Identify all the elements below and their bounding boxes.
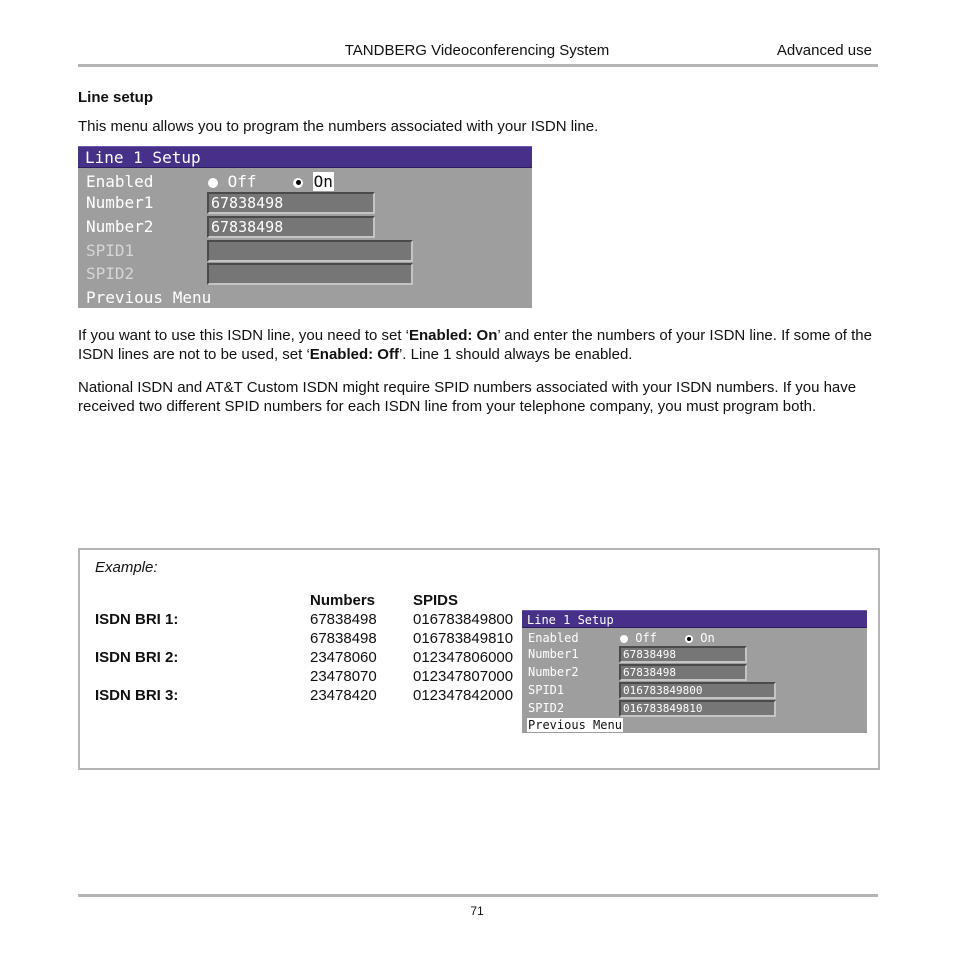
number2-label: Number2 bbox=[528, 665, 579, 679]
number2-field[interactable]: 67838498 bbox=[619, 664, 747, 681]
spids-header: SPIDS bbox=[413, 592, 459, 609]
header-divider bbox=[78, 64, 878, 67]
number1-field[interactable]: 67838498 bbox=[619, 646, 747, 663]
number2-field[interactable]: 67838498 bbox=[207, 216, 375, 238]
row-number: 67838498 bbox=[310, 611, 377, 628]
enabled-on-option[interactable] bbox=[293, 172, 334, 191]
number1-field[interactable]: 67838498 bbox=[207, 192, 375, 214]
enabled-on-option[interactable] bbox=[685, 631, 715, 645]
row-line-label: ISDN BRI 2: bbox=[95, 649, 179, 666]
radio-off-icon bbox=[208, 178, 218, 188]
bold-run: Enabled: On bbox=[409, 327, 498, 344]
enabled-off-option[interactable] bbox=[620, 631, 657, 645]
example-line-setup-menu bbox=[522, 610, 867, 733]
section-name: Advanced use bbox=[776, 42, 872, 59]
on-label: On bbox=[700, 631, 715, 645]
radio-on-selected-icon bbox=[685, 635, 693, 643]
menu-title: Line 1 Setup bbox=[78, 146, 532, 168]
previous-menu-item[interactable]: Previous Menu bbox=[86, 288, 212, 307]
section-title: Line setup bbox=[78, 89, 154, 106]
row-spid: 012347806000 bbox=[413, 649, 514, 666]
intro-paragraph: This menu allows you to program the numbers associated with your ISDN line. bbox=[78, 118, 599, 135]
number2-label: Number2 bbox=[86, 217, 154, 236]
menu-title: Line 1 Setup bbox=[522, 610, 867, 628]
enabled-label: Enabled bbox=[528, 631, 579, 645]
on-label: On bbox=[313, 172, 333, 191]
spid-paragraph: National ISDN and AT&T Custom ISDN might require SPID numbers associated with your ISDN numbers. If you have received two different SPID numbers for each ISDN line from your telephone company, you must program both. bbox=[78, 379, 857, 415]
line-setup-menu bbox=[78, 146, 532, 308]
spid1-field[interactable]: 016783849800 bbox=[619, 682, 776, 699]
off-label: Off bbox=[227, 172, 257, 191]
text-run: If you want to use this ISDN line, you need to set ‘ bbox=[78, 327, 410, 344]
bold-run: Enabled: Off bbox=[309, 346, 399, 363]
numbers-header: Numbers bbox=[310, 592, 376, 609]
row-number: 23478070 bbox=[310, 668, 377, 685]
row-spid: 016783849810 bbox=[413, 630, 514, 647]
number1-label: Number1 bbox=[86, 193, 154, 212]
example-label: Example: bbox=[95, 559, 158, 576]
spid2-label: SPID2 bbox=[86, 264, 135, 283]
off-label: Off bbox=[635, 631, 657, 645]
row-number: 23478420 bbox=[310, 687, 377, 704]
row-spid: 012347807000 bbox=[413, 668, 514, 685]
row-spid: 012347842000 bbox=[413, 687, 514, 704]
enabled-label: Enabled bbox=[86, 172, 154, 191]
spid2-label: SPID2 bbox=[528, 701, 565, 715]
spid2-field[interactable]: 016783849810 bbox=[619, 700, 776, 717]
previous-menu-item[interactable]: Previous Menu bbox=[528, 718, 622, 732]
row-number: 23478060 bbox=[310, 649, 377, 666]
spid1-label: SPID1 bbox=[86, 241, 135, 260]
enabled-paragraph bbox=[78, 326, 878, 364]
radio-on-selected-icon bbox=[293, 178, 303, 188]
footer-divider bbox=[78, 894, 878, 897]
row-line-label: ISDN BRI 3: bbox=[95, 687, 179, 704]
spid1-label: SPID1 bbox=[528, 683, 565, 697]
text-run: ’ and enter the numbers of your ISDN line. If some of the ISDN lines are not to be used, set ‘ bbox=[78, 327, 872, 363]
row-line-label: ISDN BRI 1: bbox=[95, 611, 179, 628]
spid2-field[interactable] bbox=[207, 263, 413, 285]
document-title: TANDBERG Videoconferencing System bbox=[344, 42, 610, 59]
enabled-off-option[interactable] bbox=[208, 172, 257, 191]
row-number: 67838498 bbox=[310, 630, 377, 647]
radio-off-icon bbox=[620, 635, 628, 643]
row-spid: 016783849800 bbox=[413, 611, 514, 628]
spid1-field[interactable] bbox=[207, 240, 413, 262]
page-number: 71 bbox=[470, 904, 484, 918]
number1-label: Number1 bbox=[528, 647, 579, 661]
text-run: ’. Line 1 should always be enabled. bbox=[398, 346, 633, 363]
